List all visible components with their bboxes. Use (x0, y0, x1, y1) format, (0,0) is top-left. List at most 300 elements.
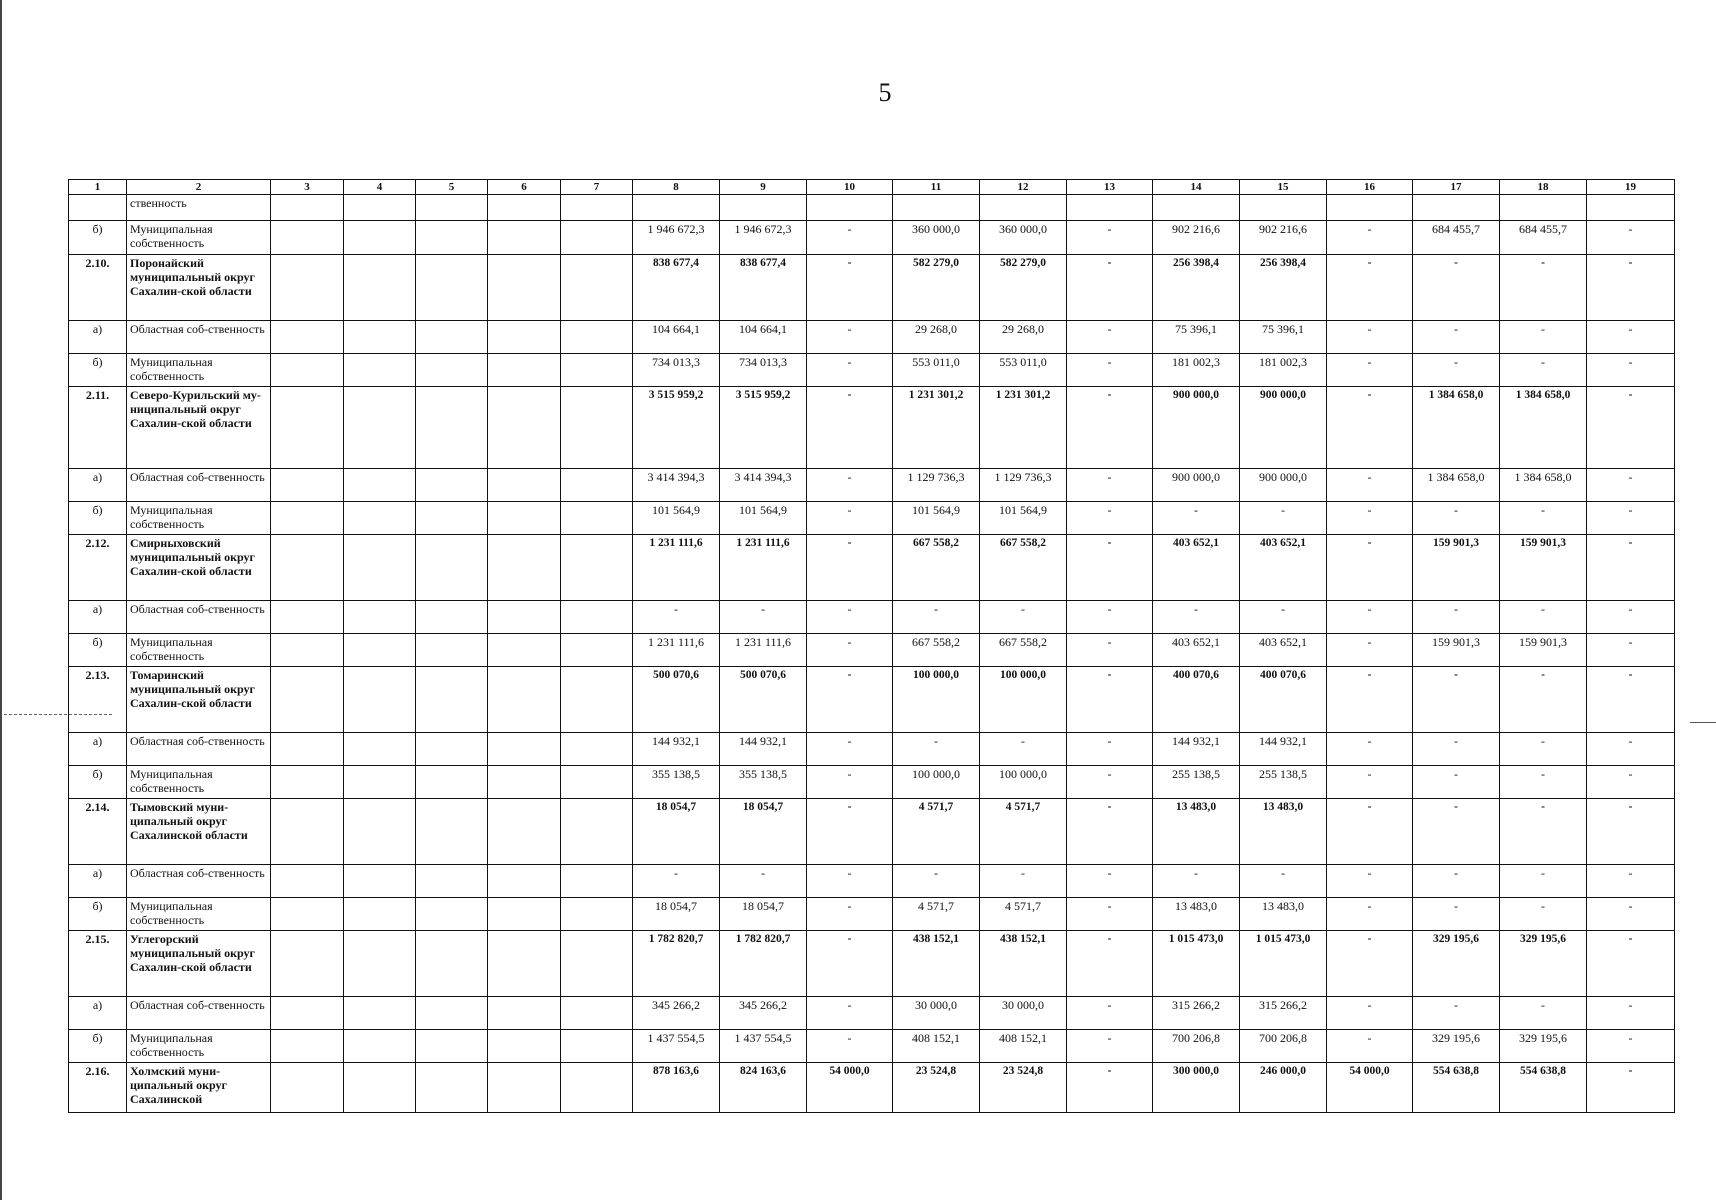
cell-col-5 (416, 255, 488, 321)
column-header-18: 18 (1500, 180, 1587, 195)
cell-col-13: - (1067, 255, 1153, 321)
cell-col-12 (980, 195, 1067, 221)
cell-col-9: 824 163,6 (720, 1063, 807, 1113)
cell-col-6 (488, 865, 561, 898)
cell-col-19: - (1587, 1030, 1675, 1063)
cell-col-6 (488, 195, 561, 221)
cell-col-11: 360 000,0 (893, 221, 980, 255)
cell-col-4 (344, 1030, 416, 1063)
cell-col-3 (271, 387, 344, 469)
table-row (69, 634, 1675, 667)
cell-col-9: 345 266,2 (720, 997, 807, 1030)
table-row (69, 997, 1675, 1030)
cell-col-4 (344, 221, 416, 255)
cell-col-14: 700 206,8 (1153, 1030, 1240, 1063)
cell-col-17: - (1413, 601, 1500, 634)
cell-col-10: - (807, 354, 893, 387)
row-name: Холмский муни-ципальный округ Сахалинской (127, 1063, 271, 1113)
table-row (69, 502, 1675, 535)
cell-col-15: 315 266,2 (1240, 997, 1327, 1030)
row-name: Областная соб-ственность (127, 601, 271, 634)
cell-col-15: - (1240, 502, 1327, 535)
cell-col-15: 403 652,1 (1240, 535, 1327, 601)
cell-col-4 (344, 799, 416, 865)
cell-col-19: - (1587, 601, 1675, 634)
cell-col-13: - (1067, 601, 1153, 634)
cell-col-14: 255 138,5 (1153, 766, 1240, 799)
cell-col-15: 400 070,6 (1240, 667, 1327, 733)
cell-col-9: 355 138,5 (720, 766, 807, 799)
cell-col-14: 902 216,6 (1153, 221, 1240, 255)
cell-col-9 (720, 195, 807, 221)
cell-col-6 (488, 502, 561, 535)
cell-col-15: 900 000,0 (1240, 387, 1327, 469)
cell-col-15: 902 216,6 (1240, 221, 1327, 255)
cell-col-15: 900 000,0 (1240, 469, 1327, 502)
column-header-15: 15 (1240, 180, 1327, 195)
cell-col-9: 18 054,7 (720, 799, 807, 865)
cell-col-13: - (1067, 535, 1153, 601)
cell-col-14 (1153, 195, 1240, 221)
cell-col-10: - (807, 667, 893, 733)
cell-col-4 (344, 865, 416, 898)
cell-col-13: - (1067, 799, 1153, 865)
cell-col-13: - (1067, 221, 1153, 255)
row-index: б) (69, 898, 127, 931)
cell-col-3 (271, 931, 344, 997)
row-name: Смирныховский муниципальный округ Сахалин-ской области (127, 535, 271, 601)
cell-col-19: - (1587, 799, 1675, 865)
cell-col-13 (1067, 195, 1153, 221)
table-row (69, 1030, 1675, 1063)
cell-col-6 (488, 221, 561, 255)
cell-col-9: 144 932,1 (720, 733, 807, 766)
cell-col-5 (416, 667, 488, 733)
cell-col-9: 101 564,9 (720, 502, 807, 535)
cell-col-12: 100 000,0 (980, 667, 1067, 733)
cell-col-16: - (1327, 535, 1413, 601)
cell-col-12: 553 011,0 (980, 354, 1067, 387)
cell-col-10: - (807, 997, 893, 1030)
cell-col-8: 734 013,3 (633, 354, 720, 387)
cell-col-8: 878 163,6 (633, 1063, 720, 1113)
cell-col-16: - (1327, 255, 1413, 321)
cell-col-15: 700 206,8 (1240, 1030, 1327, 1063)
cell-col-19: - (1587, 766, 1675, 799)
cell-col-4 (344, 766, 416, 799)
cell-col-11: - (893, 601, 980, 634)
cell-col-17: - (1413, 321, 1500, 354)
cell-col-12: 29 268,0 (980, 321, 1067, 354)
cell-col-15: 181 002,3 (1240, 354, 1327, 387)
cell-col-7 (561, 766, 633, 799)
cell-col-11: 667 558,2 (893, 535, 980, 601)
cell-col-11: 408 152,1 (893, 1030, 980, 1063)
cell-col-9: 1 231 111,6 (720, 535, 807, 601)
cell-col-9: 734 013,3 (720, 354, 807, 387)
cell-col-6 (488, 634, 561, 667)
cell-col-17: - (1413, 898, 1500, 931)
cell-col-7 (561, 931, 633, 997)
cell-col-4 (344, 601, 416, 634)
cell-col-10: - (807, 601, 893, 634)
cell-col-10: - (807, 387, 893, 469)
row-name: Углегорский муниципальный округ Сахалин-ской области (127, 931, 271, 997)
row-name: Областная соб-ственность (127, 733, 271, 766)
cell-col-18: 159 901,3 (1500, 535, 1587, 601)
cell-col-18: - (1500, 997, 1587, 1030)
cell-col-19: - (1587, 997, 1675, 1030)
cell-col-10: - (807, 799, 893, 865)
cell-col-13: - (1067, 354, 1153, 387)
cell-col-4 (344, 634, 416, 667)
row-index: б) (69, 502, 127, 535)
cell-col-6 (488, 733, 561, 766)
cell-col-10: - (807, 898, 893, 931)
cell-col-19: - (1587, 221, 1675, 255)
cell-col-13: - (1067, 766, 1153, 799)
cell-col-16: - (1327, 898, 1413, 931)
cell-col-13: - (1067, 634, 1153, 667)
row-name: Областная соб-ственность (127, 997, 271, 1030)
cell-col-3 (271, 799, 344, 865)
cell-col-14: 900 000,0 (1153, 387, 1240, 469)
cell-col-3 (271, 634, 344, 667)
cell-col-12: 101 564,9 (980, 502, 1067, 535)
cell-col-5 (416, 1063, 488, 1113)
row-index: б) (69, 766, 127, 799)
cell-col-17: - (1413, 799, 1500, 865)
table-row (69, 898, 1675, 931)
cell-col-18: - (1500, 321, 1587, 354)
cell-col-18: 159 901,3 (1500, 634, 1587, 667)
cell-col-14: 315 266,2 (1153, 997, 1240, 1030)
cell-col-18: - (1500, 667, 1587, 733)
cell-col-7 (561, 634, 633, 667)
cell-col-13: - (1067, 865, 1153, 898)
cell-col-12: 23 524,8 (980, 1063, 1067, 1113)
cell-col-16: - (1327, 354, 1413, 387)
cell-col-6 (488, 1030, 561, 1063)
cell-col-8: 3 515 959,2 (633, 387, 720, 469)
cell-col-5 (416, 354, 488, 387)
cell-col-6 (488, 535, 561, 601)
row-name: Муниципальная собственность (127, 1030, 271, 1063)
column-header-9: 9 (720, 180, 807, 195)
cell-col-16: - (1327, 766, 1413, 799)
cell-col-4 (344, 469, 416, 502)
row-index: б) (69, 634, 127, 667)
cell-col-3 (271, 667, 344, 733)
column-header-16: 16 (1327, 180, 1413, 195)
cell-col-10: - (807, 321, 893, 354)
column-header-8: 8 (633, 180, 720, 195)
cell-col-11: - (893, 865, 980, 898)
cell-col-4 (344, 321, 416, 354)
cell-col-12: - (980, 733, 1067, 766)
cell-col-19: - (1587, 667, 1675, 733)
cell-col-12: 438 152,1 (980, 931, 1067, 997)
cell-col-8: - (633, 601, 720, 634)
cell-col-7 (561, 601, 633, 634)
cell-col-17: 554 638,8 (1413, 1063, 1500, 1113)
cell-col-18: - (1500, 865, 1587, 898)
cell-col-5 (416, 535, 488, 601)
cell-col-14: 900 000,0 (1153, 469, 1240, 502)
cell-col-6 (488, 1063, 561, 1113)
cell-col-12: 30 000,0 (980, 997, 1067, 1030)
cell-col-6 (488, 321, 561, 354)
table-row (69, 387, 1675, 469)
column-header-17: 17 (1413, 180, 1500, 195)
cell-col-13: - (1067, 931, 1153, 997)
cell-col-9: 18 054,7 (720, 898, 807, 931)
cell-col-12: 4 571,7 (980, 799, 1067, 865)
cell-col-18 (1500, 195, 1587, 221)
cell-col-17: - (1413, 354, 1500, 387)
cell-col-9: 1 946 672,3 (720, 221, 807, 255)
cell-col-17: 1 384 658,0 (1413, 387, 1500, 469)
cell-col-18: - (1500, 354, 1587, 387)
cell-col-13: - (1067, 997, 1153, 1030)
cell-col-19: - (1587, 1063, 1675, 1113)
cell-col-7 (561, 195, 633, 221)
cell-col-11: 4 571,7 (893, 799, 980, 865)
table-row (69, 1063, 1675, 1113)
table-row (69, 195, 1675, 221)
cell-col-13: - (1067, 387, 1153, 469)
cell-col-3 (271, 321, 344, 354)
cell-col-17: - (1413, 766, 1500, 799)
cell-col-8 (633, 195, 720, 221)
table-row (69, 601, 1675, 634)
cell-col-8: 18 054,7 (633, 799, 720, 865)
cell-col-11: 4 571,7 (893, 898, 980, 931)
row-name: Областная соб-ственность (127, 469, 271, 502)
cell-col-6 (488, 354, 561, 387)
table-row (69, 865, 1675, 898)
cell-col-19: - (1587, 535, 1675, 601)
cell-col-5 (416, 387, 488, 469)
cell-col-15: - (1240, 865, 1327, 898)
cell-col-4 (344, 931, 416, 997)
cell-col-17 (1413, 195, 1500, 221)
cell-col-15: 256 398,4 (1240, 255, 1327, 321)
cell-col-6 (488, 601, 561, 634)
cell-col-4 (344, 898, 416, 931)
cell-col-10: - (807, 1030, 893, 1063)
cell-col-12: 1 231 301,2 (980, 387, 1067, 469)
table-row (69, 799, 1675, 865)
cell-col-5 (416, 221, 488, 255)
cell-col-8: - (633, 865, 720, 898)
budget-table (68, 179, 1675, 1113)
cell-col-5 (416, 898, 488, 931)
cell-col-18: - (1500, 255, 1587, 321)
table-header (69, 180, 1675, 195)
cell-col-5 (416, 502, 488, 535)
cell-col-8: 838 677,4 (633, 255, 720, 321)
cell-col-9: 3 515 959,2 (720, 387, 807, 469)
cell-col-18: 554 638,8 (1500, 1063, 1587, 1113)
cell-col-16: - (1327, 799, 1413, 865)
cell-col-18: 1 384 658,0 (1500, 469, 1587, 502)
cell-col-14: 403 652,1 (1153, 634, 1240, 667)
cell-col-12: 100 000,0 (980, 766, 1067, 799)
row-name: Областная соб-ственность (127, 865, 271, 898)
cell-col-15: 246 000,0 (1240, 1063, 1327, 1113)
cell-col-11: 23 524,8 (893, 1063, 980, 1113)
scan-artifact-right (1690, 722, 1716, 723)
cell-col-4 (344, 502, 416, 535)
cell-col-15: 13 483,0 (1240, 799, 1327, 865)
cell-col-16: - (1327, 865, 1413, 898)
cell-col-8: 101 564,9 (633, 502, 720, 535)
cell-col-9: 104 664,1 (720, 321, 807, 354)
cell-col-5 (416, 997, 488, 1030)
cell-col-18: 329 195,6 (1500, 931, 1587, 997)
scan-edge (0, 0, 2, 1200)
cell-col-16 (1327, 195, 1413, 221)
cell-col-7 (561, 799, 633, 865)
cell-col-15: 255 138,5 (1240, 766, 1327, 799)
cell-col-15: 75 396,1 (1240, 321, 1327, 354)
cell-col-14: 13 483,0 (1153, 898, 1240, 931)
row-name: Муниципальная собственность (127, 898, 271, 931)
column-header-10: 10 (807, 180, 893, 195)
cell-col-19: - (1587, 865, 1675, 898)
cell-col-7 (561, 733, 633, 766)
cell-col-16: - (1327, 931, 1413, 997)
cell-col-17: - (1413, 733, 1500, 766)
table-row (69, 733, 1675, 766)
cell-col-13: - (1067, 469, 1153, 502)
cell-col-16: - (1327, 997, 1413, 1030)
cell-col-3 (271, 469, 344, 502)
cell-col-18: - (1500, 502, 1587, 535)
cell-col-4 (344, 733, 416, 766)
cell-col-6 (488, 667, 561, 733)
cell-col-18: 1 384 658,0 (1500, 387, 1587, 469)
table-row (69, 469, 1675, 502)
cell-col-3 (271, 221, 344, 255)
cell-col-15 (1240, 195, 1327, 221)
row-index: а) (69, 733, 127, 766)
cell-col-15: - (1240, 601, 1327, 634)
cell-col-5 (416, 601, 488, 634)
column-header-4: 4 (344, 180, 416, 195)
row-index: б) (69, 354, 127, 387)
cell-col-13: - (1067, 898, 1153, 931)
cell-col-11: 1 231 301,2 (893, 387, 980, 469)
cell-col-11: 30 000,0 (893, 997, 980, 1030)
cell-col-10: - (807, 865, 893, 898)
row-index (69, 195, 127, 221)
cell-col-3 (271, 601, 344, 634)
cell-col-16: 54 000,0 (1327, 1063, 1413, 1113)
cell-col-3 (271, 865, 344, 898)
cell-col-6 (488, 255, 561, 321)
row-index: б) (69, 1030, 127, 1063)
cell-col-16: - (1327, 1030, 1413, 1063)
cell-col-14: 75 396,1 (1153, 321, 1240, 354)
cell-col-5 (416, 733, 488, 766)
cell-col-18: 329 195,6 (1500, 1030, 1587, 1063)
cell-col-19: - (1587, 931, 1675, 997)
cell-col-4 (344, 354, 416, 387)
cell-col-18: - (1500, 898, 1587, 931)
cell-col-4 (344, 535, 416, 601)
row-name: ственность (127, 195, 271, 221)
cell-col-12: 667 558,2 (980, 535, 1067, 601)
cell-col-11: 582 279,0 (893, 255, 980, 321)
cell-col-13: - (1067, 667, 1153, 733)
cell-col-11: 100 000,0 (893, 667, 980, 733)
cell-col-7 (561, 1063, 633, 1113)
cell-col-11: 29 268,0 (893, 321, 980, 354)
cell-col-19: - (1587, 255, 1675, 321)
cell-col-10: - (807, 535, 893, 601)
row-index: б) (69, 221, 127, 255)
cell-col-3 (271, 195, 344, 221)
cell-col-17: 159 901,3 (1413, 634, 1500, 667)
row-name: Областная соб-ственность (127, 321, 271, 354)
table-row (69, 354, 1675, 387)
cell-col-19 (1587, 195, 1675, 221)
cell-col-10: - (807, 502, 893, 535)
row-index: 2.11. (69, 387, 127, 469)
row-index: а) (69, 865, 127, 898)
column-header-19: 19 (1587, 180, 1675, 195)
cell-col-16: - (1327, 321, 1413, 354)
cell-col-19: - (1587, 898, 1675, 931)
cell-col-11: - (893, 733, 980, 766)
column-header-13: 13 (1067, 180, 1153, 195)
row-name: Поронайский муниципальный округ Сахалин-ской области (127, 255, 271, 321)
cell-col-6 (488, 387, 561, 469)
cell-col-5 (416, 1030, 488, 1063)
cell-col-17: - (1413, 255, 1500, 321)
cell-col-14: - (1153, 601, 1240, 634)
cell-col-5 (416, 865, 488, 898)
cell-col-16: - (1327, 634, 1413, 667)
cell-col-4 (344, 1063, 416, 1113)
cell-col-9: 1 231 111,6 (720, 634, 807, 667)
cell-col-4 (344, 997, 416, 1030)
column-header-5: 5 (416, 180, 488, 195)
cell-col-5 (416, 321, 488, 354)
row-index: 2.14. (69, 799, 127, 865)
cell-col-7 (561, 387, 633, 469)
cell-col-17: - (1413, 502, 1500, 535)
cell-col-10 (807, 195, 893, 221)
cell-col-19: - (1587, 502, 1675, 535)
cell-col-17: 684 455,7 (1413, 221, 1500, 255)
cell-col-11: 553 011,0 (893, 354, 980, 387)
cell-col-17: 1 384 658,0 (1413, 469, 1500, 502)
cell-col-3 (271, 535, 344, 601)
cell-col-7 (561, 997, 633, 1030)
cell-col-19: - (1587, 321, 1675, 354)
cell-col-15: 1 015 473,0 (1240, 931, 1327, 997)
cell-col-8: 18 054,7 (633, 898, 720, 931)
cell-col-3 (271, 766, 344, 799)
cell-col-10: - (807, 634, 893, 667)
row-index: а) (69, 997, 127, 1030)
cell-col-5 (416, 634, 488, 667)
cell-col-3 (271, 1030, 344, 1063)
page-number: 5 (878, 78, 892, 107)
